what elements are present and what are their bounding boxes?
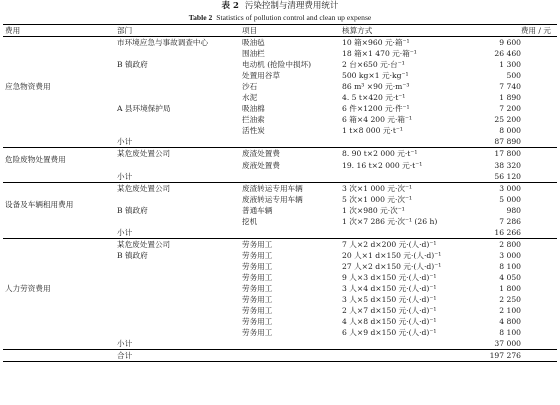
item-cell: 废液处置费 — [242, 160, 280, 170]
item-cell: 吸油棉 — [242, 104, 265, 114]
cost-cell: 4 800 — [499, 317, 521, 327]
calculation-cell: 2 台×650 元·台⁻¹ — [342, 60, 405, 70]
cost-cell: 3 000 — [499, 250, 521, 260]
total-row — [3, 350, 557, 362]
subtotal-row — [3, 227, 557, 239]
header-cost: 费用 / 元 — [470, 25, 557, 37]
department-cell — [115, 92, 240, 103]
department-cell — [115, 272, 240, 283]
item-cell: 废渣转运专用车辆 — [242, 183, 303, 193]
subtotal-label: 小计 — [115, 136, 240, 148]
table-caption-zh — [0, 1, 560, 12]
calculation-cell: 86 m³ ×90 元·m⁻³ — [342, 82, 410, 92]
cost-cell: 9 600 — [499, 38, 521, 48]
cost-cell: 8 000 — [499, 126, 521, 136]
subtotal-row — [3, 136, 557, 148]
subtotal-empty-cell — [340, 227, 470, 239]
total-empty-cell — [240, 350, 340, 362]
calculation-cell: 6 箱×4 200 元·箱⁻¹ — [342, 115, 413, 125]
header-row — [3, 25, 557, 37]
calculation-cell: 6 人×9 d×150 元·(人·d)⁻¹ — [342, 328, 437, 338]
cost-cell: 17 800 — [494, 149, 521, 159]
calculation-cell: 1 次×980 元·次⁻¹ — [342, 205, 405, 215]
subtotal-empty-cell — [340, 338, 470, 350]
subtotal-value: 37 000 — [470, 338, 557, 350]
item-cell: 劳务用工 — [242, 295, 273, 305]
cost-cell: 7 740 — [499, 82, 521, 92]
department-cell — [115, 194, 240, 205]
cost-cell: 1 890 — [499, 93, 521, 103]
table-title-en: Statistics of pollution control and clean up expense — [216, 13, 372, 22]
cost-cell: 1 800 — [499, 284, 521, 294]
calculation-cell: 19. 16 t×2 000 元·t⁻¹ — [342, 160, 423, 170]
department-cell — [115, 125, 240, 136]
category-cell: 人力劳资费用 — [5, 284, 51, 294]
item-cell: 普通车辆 — [242, 205, 273, 215]
header-cost-type: 费用 — [3, 25, 115, 37]
calculation-cell: 18 箱×1 470 元·箱⁻¹ — [342, 49, 417, 59]
department-cell: 某危废处置公司 — [117, 239, 171, 249]
department-cell — [115, 81, 240, 92]
subtotal-value: 16 266 — [470, 227, 557, 239]
subtotal-value: 56 120 — [470, 171, 557, 183]
calculation-cell: 500 kg×1 元·kg⁻¹ — [342, 71, 409, 81]
table-title-zh: 污染控制与清理费用统计 — [244, 1, 339, 11]
item-cell: 电动机 (抢险中损坏) — [242, 60, 312, 70]
total-label: 合计 — [115, 350, 240, 362]
cost-cell: 5 000 — [499, 194, 521, 204]
department-cell — [115, 160, 240, 171]
cost-cell: 25 200 — [494, 115, 521, 125]
subtotal-empty-cell — [3, 227, 115, 239]
cost-cell: 980 — [506, 205, 521, 215]
department-cell — [115, 216, 240, 227]
item-cell: 劳务用工 — [242, 328, 273, 338]
item-cell: 吸油毡 — [242, 38, 265, 48]
item-cell: 劳务用工 — [242, 273, 273, 282]
table-row — [3, 182, 557, 194]
calculation-cell: 4. 5 t×420 元·t⁻¹ — [342, 93, 406, 103]
table-label-en: Table 2 — [188, 13, 213, 22]
subtotal-empty-cell — [240, 338, 340, 350]
table-body — [3, 37, 557, 362]
calculation-cell: 5 次×1 000 元·次⁻¹ — [342, 194, 413, 204]
department-cell: 某危废处置公司 — [117, 183, 171, 193]
item-cell: 处置用谷草 — [242, 71, 280, 81]
department-cell: B 镇政府 — [117, 60, 148, 70]
table-caption-en — [0, 13, 560, 23]
cost-cell: 7 200 — [499, 104, 521, 114]
cost-cell: 2 250 — [499, 295, 521, 305]
cost-cell: 2 800 — [499, 239, 521, 249]
calculation-cell: 3 次×1 000 元·次⁻¹ — [342, 183, 413, 193]
subtotal-empty-cell — [3, 171, 115, 183]
item-cell: 沙石 — [242, 82, 258, 92]
department-cell — [115, 327, 240, 338]
calculation-cell: 7 人×2 d×200 元·(人·d)⁻¹ — [342, 239, 437, 249]
total-empty-cell — [340, 350, 470, 362]
calculation-cell: 8. 90 t×2 000 元·t⁻¹ — [342, 149, 418, 159]
subtotal-value: 87 890 — [470, 136, 557, 148]
table-row — [3, 37, 557, 49]
calculation-cell: 3 人×4 d×150 元·(人·d)⁻¹ — [342, 284, 437, 294]
calculation-cell: 27 人×2 d×150 元·(人·d)⁻¹ — [342, 261, 442, 271]
category-cell: 应急物资费用 — [5, 82, 51, 92]
cost-cell: 4 050 — [499, 273, 521, 282]
calculation-cell: 4 人×8 d×150 元·(人·d)⁻¹ — [342, 317, 437, 327]
table-row — [3, 148, 557, 160]
header-item: 项目 — [240, 25, 340, 37]
department-cell — [115, 294, 240, 305]
department-cell: 市环境应急与事故调查中心 — [117, 38, 209, 48]
subtotal-row — [3, 171, 557, 183]
subtotal-label: 小计 — [115, 338, 240, 350]
subtotal-label: 小计 — [115, 171, 240, 183]
subtotal-empty-cell — [3, 338, 115, 350]
table-row — [3, 238, 557, 250]
department-cell: 某危废处置公司 — [117, 149, 171, 159]
table-label-zh: 表 2 — [221, 1, 239, 11]
item-cell: 废渣处置费 — [242, 149, 280, 159]
calculation-cell: 1 t×8 000 元·t⁻¹ — [342, 126, 403, 136]
item-cell: 拦油索 — [242, 115, 265, 125]
department-cell: B 镇政府 — [117, 205, 148, 215]
subtotal-row — [3, 338, 557, 350]
department-cell — [115, 305, 240, 316]
department-cell — [115, 283, 240, 294]
department-cell — [115, 70, 240, 81]
department-cell — [115, 316, 240, 327]
department-cell — [115, 48, 240, 59]
subtotal-empty-cell — [340, 171, 470, 183]
item-cell: 劳务用工 — [242, 317, 273, 327]
item-cell: 劳务用工 — [242, 306, 273, 316]
calculation-cell: 1 次×7 286 元·次⁻¹ (26 h) — [342, 216, 438, 226]
department-cell — [115, 114, 240, 125]
department-cell — [115, 261, 240, 272]
calculation-cell: 3 人×5 d×150 元·(人·d)⁻¹ — [342, 295, 437, 305]
item-cell: 水泥 — [242, 93, 258, 103]
calculation-cell: 9 人×3 d×150 元·(人·d)⁻¹ — [342, 273, 437, 282]
total-value: 197 276 — [470, 350, 557, 362]
cost-cell: 3 000 — [499, 183, 521, 193]
department-cell: A 县环境保护局 — [117, 104, 171, 114]
subtotal-empty-cell — [340, 136, 470, 148]
header-calculation: 核算方式 — [340, 25, 470, 37]
calculation-cell: 20 人×1 d×150 元·(人·d)⁻¹ — [342, 250, 442, 260]
department-cell: B 镇政府 — [117, 250, 148, 260]
subtotal-empty-cell — [240, 171, 340, 183]
total-empty-cell — [3, 350, 115, 362]
subtotal-empty-cell — [240, 136, 340, 148]
item-cell: 挖机 — [242, 216, 258, 226]
item-cell: 劳务用工 — [242, 261, 273, 271]
cost-cell: 500 — [506, 71, 521, 81]
expense-table — [3, 24, 557, 362]
cost-cell: 8 100 — [499, 261, 521, 271]
cost-cell: 26 460 — [494, 49, 521, 59]
item-cell: 围油栏 — [242, 49, 265, 59]
category-cell: 危险废物处置费用 — [5, 155, 66, 165]
item-cell: 劳务用工 — [242, 250, 273, 260]
header-department: 部门 — [115, 25, 240, 37]
calculation-cell: 6 件×1200 元·件⁻¹ — [342, 104, 410, 114]
category-cell: 设备及车辆租用费用 — [5, 200, 74, 210]
cost-cell: 8 100 — [499, 328, 521, 338]
calculation-cell: 10 箱×960 元·箱⁻¹ — [342, 38, 410, 48]
item-cell: 活性炭 — [242, 126, 265, 136]
cost-cell: 2 100 — [499, 306, 521, 316]
calculation-cell: 2 人×7 d×150 元·(人·d)⁻¹ — [342, 306, 437, 316]
cost-cell: 38 320 — [494, 160, 521, 170]
subtotal-empty-cell — [240, 227, 340, 239]
subtotal-empty-cell — [3, 136, 115, 148]
item-cell: 劳务用工 — [242, 284, 273, 294]
cost-cell: 1 300 — [499, 60, 521, 70]
cost-cell: 7 286 — [499, 216, 521, 226]
item-cell: 劳务用工 — [242, 239, 273, 249]
subtotal-label: 小计 — [115, 227, 240, 239]
item-cell: 废液转运专用车辆 — [242, 194, 303, 204]
